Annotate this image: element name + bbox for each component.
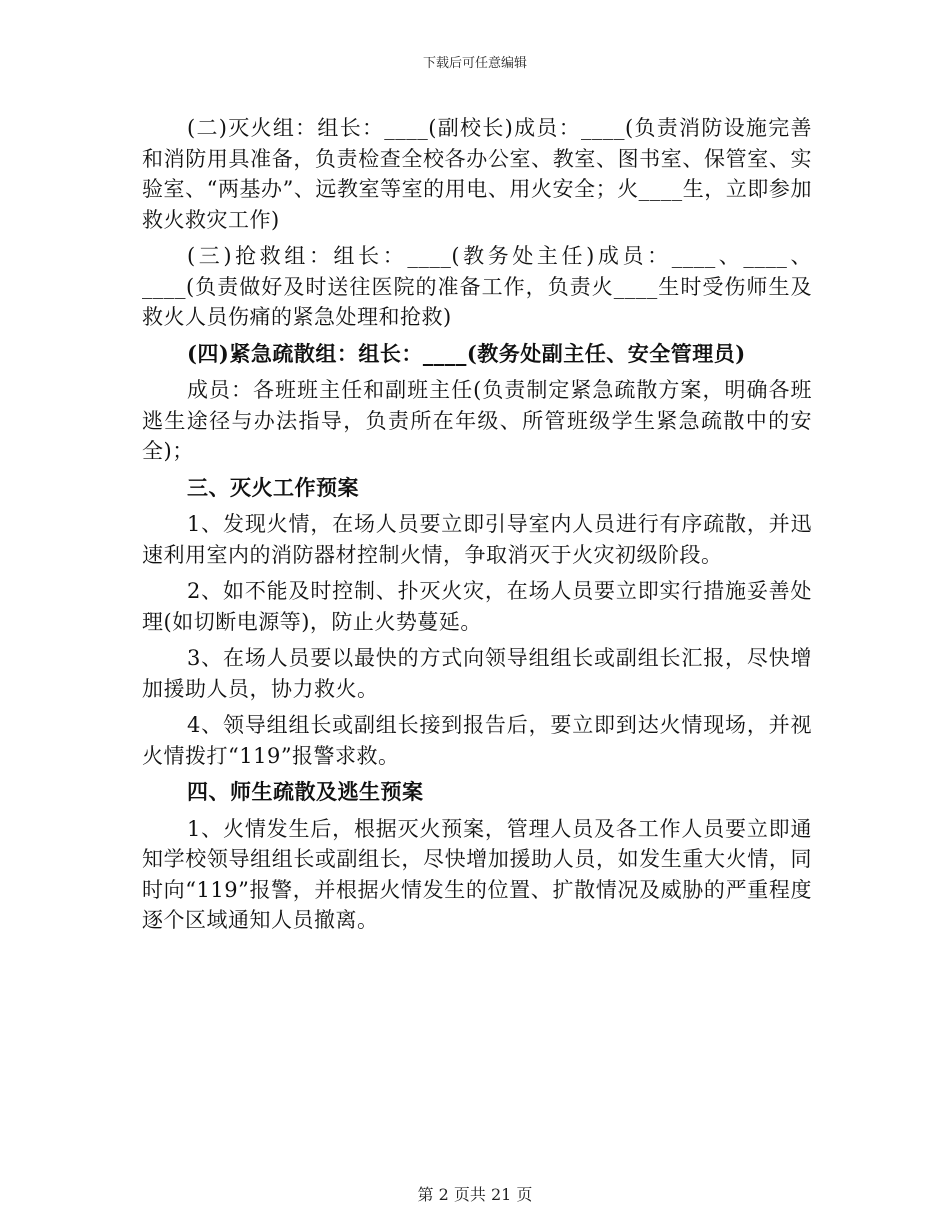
section-heading-firefighting-plan: 三、灭火工作预案 bbox=[187, 474, 359, 500]
paragraph-firefighting-1: 1、发现火情，在场人员要立即引导室内人员进行有序疏散，并迅速利用室内的消防器材控制火情，争取消灭于火灾初级阶段。 bbox=[142, 512, 812, 567]
page-number-footer: 第 2 页共 21 页 bbox=[417, 1185, 533, 1204]
paragraph-evacuation-group-heading: (四)紧急疏散组：组长：____(教务处副主任、安全管理员) bbox=[187, 340, 746, 366]
page-header: 下载后可任意编辑 bbox=[422, 56, 527, 71]
paragraph-rescue-group: (三)抢救组：组长：____(教务处主任)成员：____、____、____(负责做好及时送往医院的准备工作，负责火____生时受伤师生及救火人员伤痛的紧急处理和抢救) bbox=[142, 244, 812, 329]
paragraph-fire-group: (二)灭火组：组长：____(副校长)成员：____(负责消防设施完善和消防用具准备，负责检查全校各办公室、教室、图书室、保管室、实验室、“两基办”、远教室等室的用电、用火安全；火____生，立即参加救火救灾工作) bbox=[142, 116, 812, 232]
document-body bbox=[142, 113, 812, 942]
paragraph-firefighting-2: 2、如不能及时控制、扑灭火灾，在场人员要立即实行措施妥善处理(如切断电源等)，防止火势蔓延。 bbox=[142, 579, 812, 634]
paragraph-firefighting-4: 4、领导组组长或副组长接到报告后，要立即到达火情现场，并视火情拨打“119”报警求救。 bbox=[142, 713, 812, 768]
paragraph-firefighting-3: 3、在场人员要以最快的方式向领导组组长或副组长汇报，尽快增加援助人员，协力救火。 bbox=[142, 646, 812, 701]
section-heading-evacuation-plan: 四、师生疏散及逃生预案 bbox=[187, 779, 424, 804]
paragraph-evacuation-1: 1、火情发生后，根据灭火预案，管理人员及各工作人员要立即通知学校领导组组长或副组长，尽快增加援助人员，如发生重大火情，同时向“119”报警，并根据火情发生的位置、扩散情况及威胁的严重程度逐个区域通知人员撤离。 bbox=[142, 816, 812, 932]
paragraph-evacuation-members: 成员：各班班主任和副班主任(负责制定紧急疏散方案，明确各班逃生途径与办法指导，负责所在年级、所管班级学生紧急疏散中的安全)； bbox=[142, 378, 812, 463]
